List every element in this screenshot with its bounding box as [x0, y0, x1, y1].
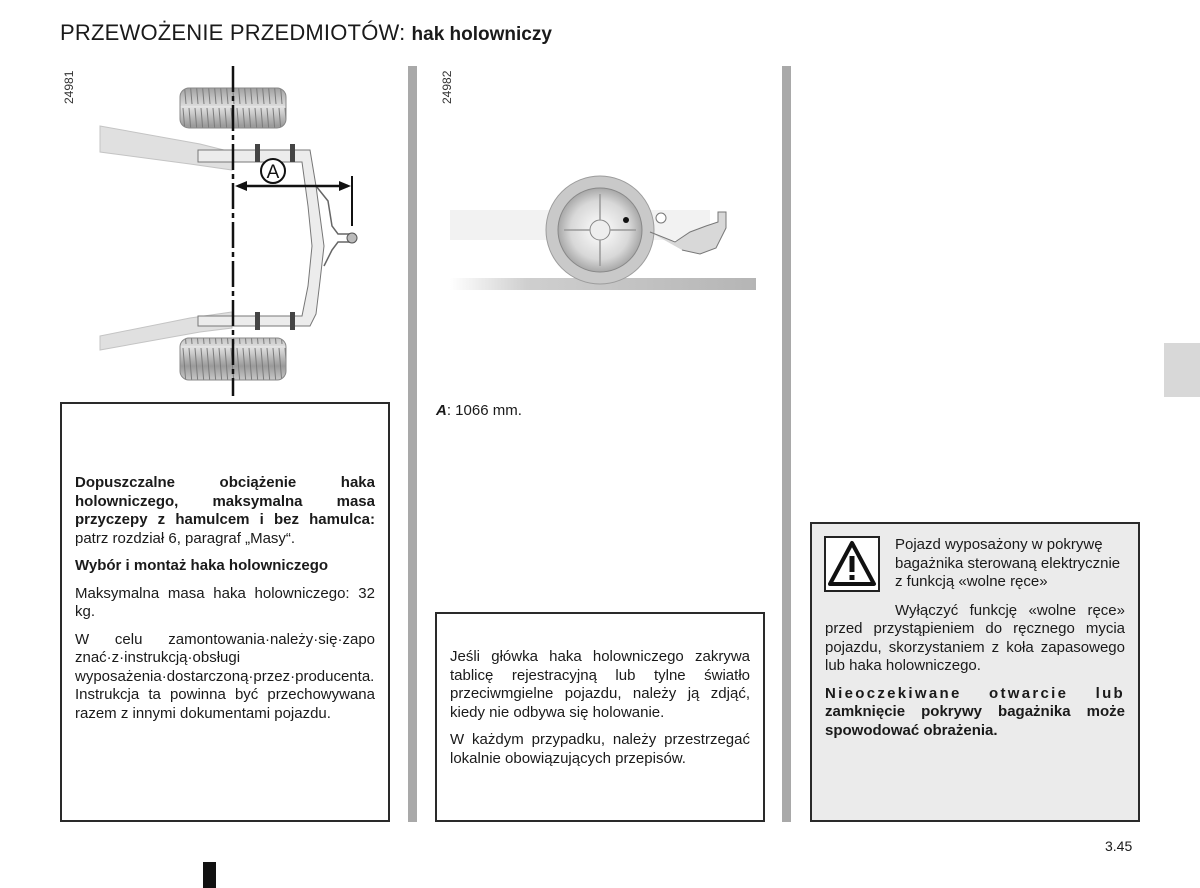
local-regulations-text: W każdym przypadku, należy przestrzegać lokalnie obowiązujących przepisów. — [450, 731, 750, 767]
page-title-sub: hak holowniczy — [411, 24, 552, 45]
hook-installation-text: W celu zamontowania·należy·się·zapo znać·z·instrukcją·obsługi wyposażenia·dostarczoną·przez·producenta. Instrukcja ta powinna być przechowywana razem z innymi dokumentami pojazdu. — [75, 630, 375, 722]
page-title-main: PRZEWOŻENIE PRZEDMIOTÓW: — [60, 20, 406, 45]
towbar-side-view-figure — [450, 170, 760, 300]
warning-vehicle-text: Pojazd wyposażony w pokrywę bagażnika sterowaną elektrycznie z funkcją «wolne ręce» — [895, 536, 1121, 590]
towbar-crossmember — [198, 150, 324, 326]
hook-selection-heading: Wybór i montaż haka holowniczego — [75, 557, 329, 574]
warning-triangle-icon — [826, 538, 878, 590]
hook-removal-text: Jeśli główka haka holowniczego zakrywa tablicę rejestracyjną lub tylne światło przeciwmgielne pojazdu, należy ją zdjąć, kiedy nie odbywa się holowanie. — [450, 648, 750, 721]
warning-alert-text: zamknięcie pokrywy bagażnika może spowodować obrażenia. — [825, 703, 1125, 739]
body-rail-upper — [100, 126, 232, 170]
hook-max-mass-text: Maksymalna masa haka holowniczego: 32 kg. — [75, 584, 375, 620]
column-divider-left — [408, 66, 417, 822]
left-info-box — [60, 402, 390, 822]
tow-ball-icon — [347, 233, 357, 243]
warning-icon-frame — [824, 536, 880, 592]
chapter-thumb-tab — [1164, 343, 1200, 397]
tow-ball-icon-side — [656, 213, 666, 223]
caption-text: : 1066 mm. — [446, 402, 522, 419]
towbar-top-view-figure — [80, 66, 380, 396]
caption-label: A — [436, 402, 447, 419]
page-number: 3.45 — [1105, 838, 1133, 854]
figure-code-24982: 24982 — [440, 70, 454, 104]
page-title — [60, 20, 552, 46]
warning-alert-spaced: Nieoczekiwane otwarcie lub — [825, 684, 1125, 702]
warning-box — [810, 522, 1140, 822]
column-divider-right — [782, 66, 791, 822]
figure-code-24981: 24981 — [62, 70, 76, 104]
figure-caption — [436, 402, 522, 419]
print-crop-mark — [203, 862, 216, 888]
tow-load-heading: Dopuszczalne obciążenie haka holowniczego, maksymalna masa przyczepy z hamulcem i bez hamulca: — [75, 474, 375, 528]
middle-info-box — [435, 612, 765, 822]
tow-load-reference: patrz rozdział 6, paragraf „Masy“. — [75, 529, 296, 547]
warning-instruction-text: Wyłączyć funkcję «wolne ręce» przed przystąpieniem do ręcznego mycia pojazdu, skorzystaniem z koła zapasowego lub haka holowniczego. — [825, 601, 1125, 674]
dimension-label-a: A — [266, 162, 280, 183]
